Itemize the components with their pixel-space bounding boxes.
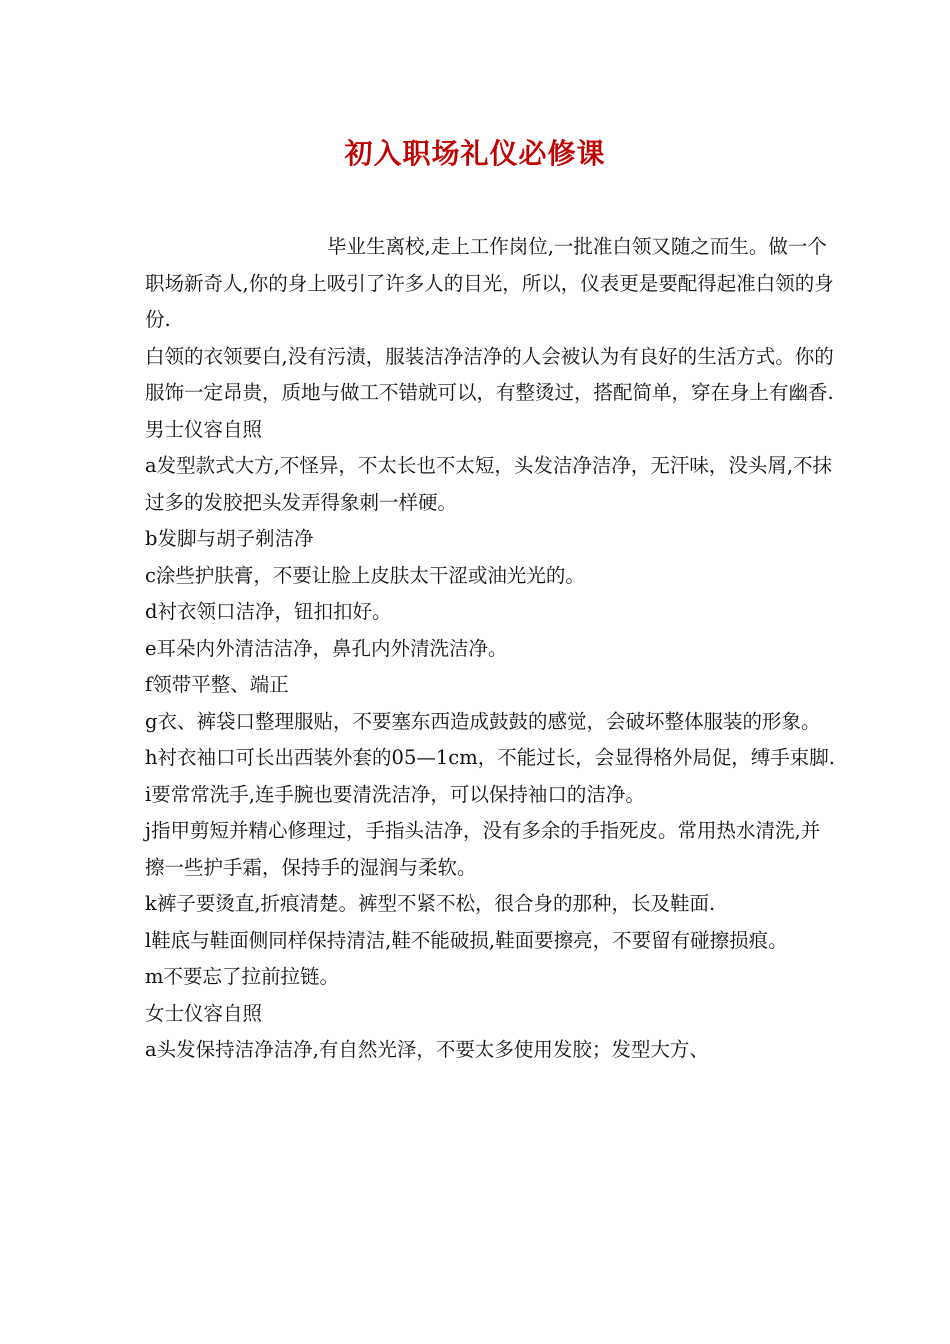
list-item: h衬衣袖口可长出西装外套的05—1cm，不能过长，会显得格外局促，缚手束脚.: [145, 746, 835, 769]
list-item: a发型款式大方,不怪异，不太长也不太短，头发洁净洁净，无汗味，没头屑,不抹过多的发胶把头发弄得象刺一样硬。: [145, 454, 833, 514]
section-heading-women: 女士仪容自照: [145, 1001, 263, 1025]
page-title: 初入职场礼仪必修课: [344, 137, 606, 170]
list-item: j指甲剪短并精心修理过，手指头洁净，没有多余的手指死皮。常用热水清洗,并擦一些护手霜，保持手的湿润与柔软。: [145, 819, 821, 879]
list-item: f领带平整、端正: [145, 673, 289, 696]
list-item: a头发保持洁净洁净,有自然光泽，不要太多使用发胶；发型大方、: [145, 1038, 709, 1061]
section-heading-men: 男士仪容自照: [145, 417, 263, 441]
list-item: g衣、裤袋口整理服贴，不要塞东西造成鼓鼓的感觉，会破坏整体服装的形象。: [145, 709, 821, 733]
list-item: m不要忘了拉前拉链。: [145, 965, 339, 988]
list-item: l鞋底与鞋面侧同样保持清洁,鞋不能破损,鞋面要擦亮，不要留有碰擦损痕。: [145, 928, 788, 952]
list-item: e耳朵内外清洁洁净，鼻孔内外清洗洁净。: [145, 636, 508, 660]
list-item: i要常常洗手,连手腕也要清洗洁净，可以保持袖口的洁净。: [145, 782, 645, 806]
collar-paragraph: 白领的衣领要白,没有污渍，服装洁净洁净的人会被认为有良好的生活方式。你的服饰一定昂贵，质地与做工不错就可以，有整烫过，搭配简单，穿在身上有幽香.: [145, 344, 834, 404]
intro-paragraph: 毕业生离校,走上工作岗位,一批准白领又随之而生。做一个职场新奇人,你的身上吸引了许多人的目光，所以，仪表更是要配得起准白领的身份.: [145, 235, 834, 331]
list-item: d衬衣领口洁净，钮扣扣好。: [145, 600, 392, 623]
document-body: [145, 229, 835, 1069]
list-item: c涂些护肤膏，不要让脸上皮肤太干涩或油光光的。: [145, 563, 585, 587]
list-item: k裤子要烫直,折痕清楚。裤型不紧不松，很合身的那种，长及鞋面.: [145, 892, 716, 915]
list-item: b发脚与胡子剃洁净: [145, 527, 314, 550]
